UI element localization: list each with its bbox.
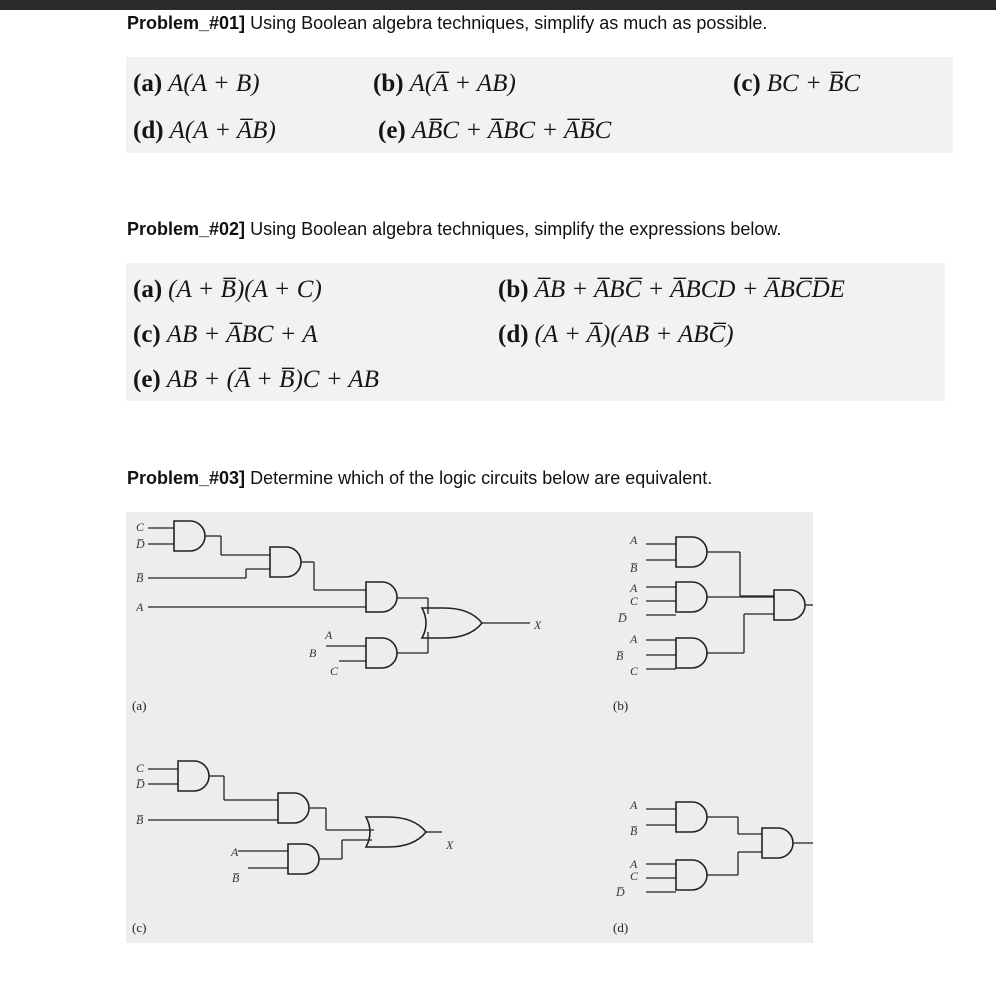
signal-d-3: C (630, 869, 639, 883)
signal-b-7: C (630, 664, 639, 678)
problem-2-item-c: (c) AB + A̅BC + A (133, 321, 318, 348)
circuit-a-output-gate (422, 608, 482, 638)
problem-1-item-a: (a) A(A + B) (133, 70, 260, 97)
circuit-label-d: (d) (613, 920, 629, 935)
signal-a-7: X (534, 618, 542, 632)
signal-c-3: A (231, 845, 239, 859)
signal-a-0: C (136, 520, 145, 534)
signal-b-0: A (630, 533, 638, 547)
circuit-label-b: (b) (613, 698, 629, 713)
signal-a-1: D̅ (136, 537, 145, 551)
problem-2-heading (127, 219, 781, 240)
problem-2-item-e: (e) AB + (A̅ + B̅)C + AB (133, 366, 379, 393)
circuit-a-gate-3 (366, 582, 397, 612)
signal-a-5: B (309, 646, 317, 660)
signal-c-5: X (446, 838, 454, 852)
problem-1-item-b: (b) A(A̅ + AB) (373, 70, 516, 97)
signal-d-2: A (630, 857, 638, 871)
circuit-a-gate-2 (270, 547, 301, 577)
circuit-label-a: (a) (132, 698, 147, 713)
signal-c-1: D̅ (136, 777, 145, 791)
problem-1-text: Using Boolean algebra techniques, simplify as much as possible. (250, 13, 768, 33)
signal-a-4: A (325, 628, 333, 642)
circuit-d-gate-1 (676, 802, 707, 832)
circuit-c-gate-2 (278, 793, 309, 823)
circuit-d-gate-2 (676, 860, 707, 890)
logic-circuits-svg (126, 512, 813, 943)
problem-3-label: Problem_#03] (127, 468, 246, 488)
circuit-label-c: (c) (132, 920, 147, 935)
problem-2-item-d: (d) (A + A̅)(AB + ABC̅) (498, 321, 734, 348)
signal-c-0: C (136, 761, 145, 775)
signal-a-3: A (136, 600, 144, 614)
signal-a-6: C (330, 664, 339, 678)
circuit-b-gate-1 (676, 537, 707, 567)
signal-c-2: B̅ (136, 813, 144, 827)
problem-2-text: Using Boolean algebra techniques, simplify the expressions below. (250, 219, 782, 239)
signal-d-4: D̅ (616, 885, 625, 899)
problem-1-item-d: (d) A(A + A̅B) (133, 117, 276, 144)
problem-2-item-a: (a) (A + B̅)(A + C) (133, 276, 322, 303)
circuit-c-gate-3 (288, 844, 319, 874)
problem-1-label: Problem_#01] (127, 13, 246, 33)
signal-b-3: C (630, 594, 639, 608)
circuit-b-gate-2 (676, 582, 707, 612)
circuit-c-gate-1 (178, 761, 209, 791)
circuit-a-gate-1 (174, 521, 205, 551)
signal-c-4: B̅ (232, 871, 240, 885)
problem-2-label: Problem_#02] (127, 219, 246, 239)
problem-1-item-c: (c) BC + B̅C (733, 70, 861, 97)
signal-b-4: D̅ (618, 611, 627, 625)
logic-circuits-figure (126, 512, 813, 943)
signal-a-2: B̅ (136, 571, 144, 585)
top-bar (0, 0, 996, 10)
circuit-a-gate-4 (366, 638, 397, 668)
problem-1-item-e: (e) AB̅C + A̅BC + A̅B̅C (378, 117, 612, 144)
problem-3-text: Determine which of the logic circuits below are equivalent. (250, 468, 713, 488)
circuit-c-output-gate (366, 817, 426, 847)
problem-2-item-b: (b) A̅B + A̅BC̅ + A̅BCD + A̅BC̅D̅E (498, 276, 845, 303)
signal-b-2: A (630, 581, 638, 595)
circuit-b-output-gate (774, 590, 805, 620)
signal-d-1: B̅ (630, 824, 638, 838)
circuit-d-output-gate (762, 828, 793, 858)
problem-3-heading (127, 468, 712, 489)
signal-b-6: B̅ (616, 649, 624, 663)
signal-b-1: B̅ (630, 561, 638, 575)
problem-1-heading (127, 13, 767, 34)
signal-b-5: A (630, 632, 638, 646)
signal-d-0: A (630, 798, 638, 812)
circuit-b-gate-3 (676, 638, 707, 668)
